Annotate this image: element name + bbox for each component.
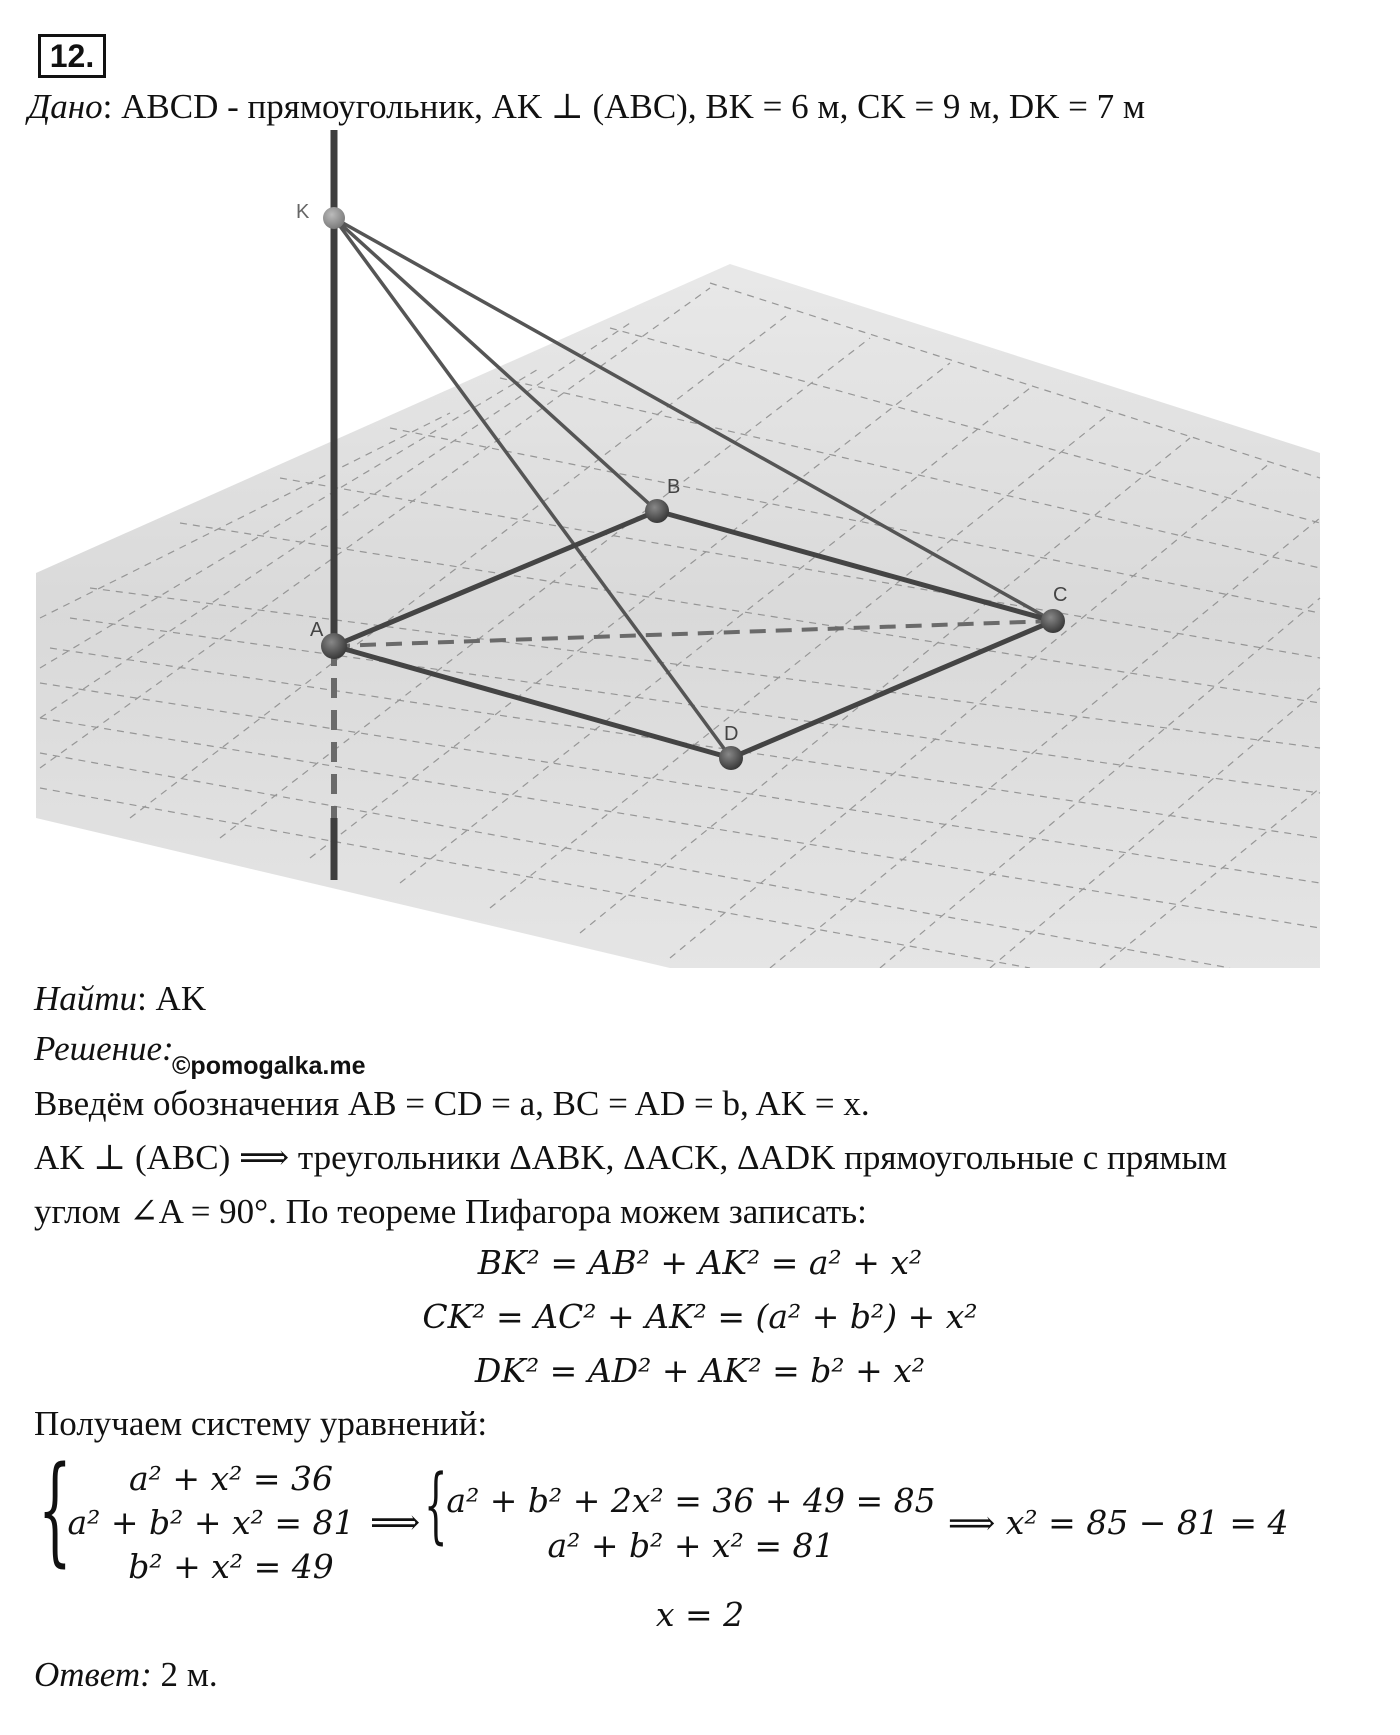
solution-label: Решение: bbox=[34, 1029, 174, 1068]
label-k: K bbox=[296, 201, 310, 223]
label-c: C bbox=[1053, 584, 1068, 606]
answer-value: 2 м. bbox=[151, 1655, 218, 1694]
problem-number: 12. bbox=[38, 34, 106, 78]
perp-line-1: AK ⊥ (ABC) ⟹ треугольники ΔABK, ΔACK, ΔADK прямоугольные с прямым bbox=[34, 1138, 1228, 1177]
system-row-2: a² + b² + x² = 81 bbox=[67, 1503, 355, 1542]
given-line bbox=[28, 86, 1145, 128]
point-d bbox=[719, 746, 743, 770]
point-c bbox=[1041, 609, 1065, 633]
label-b: B bbox=[667, 476, 681, 498]
answer-line bbox=[34, 1654, 218, 1696]
point-a bbox=[321, 633, 347, 659]
notation-line: Введём обозначения AB = CD = a, BC = AD = b, AK = x. bbox=[34, 1084, 870, 1123]
system-brace-2: { bbox=[424, 1458, 448, 1553]
given-label: Дано bbox=[28, 87, 103, 126]
point-k bbox=[323, 207, 345, 229]
implies-arrow-1: ⟹ bbox=[370, 1503, 421, 1542]
x-value: x = 2 bbox=[655, 1595, 745, 1634]
find-label: Найти bbox=[34, 979, 138, 1018]
equation-ck: CK² = AC² + AK² = (a² + b²) + x² bbox=[422, 1297, 978, 1336]
system-intro: Получаем систему уравнений: bbox=[34, 1404, 488, 1443]
base-plane bbox=[36, 264, 1320, 968]
label-a: A bbox=[310, 619, 324, 641]
system-row-3: b² + x² = 49 bbox=[128, 1547, 334, 1586]
watermark: ©pomogalka.me bbox=[172, 1052, 366, 1080]
equation-bk: BK² = AB² + AK² = a² + x² bbox=[477, 1243, 923, 1282]
label-d: D bbox=[724, 723, 739, 745]
given-statement: : ABCD - прямоугольник, AK ⊥ (ABC), BK = 6 м, CK = 9 м, DK = 7 м bbox=[102, 87, 1146, 126]
perp-line-2: углом ∠A = 90°. По теореме Пифагора можем записать: bbox=[34, 1192, 867, 1231]
find-line bbox=[34, 978, 206, 1020]
system-row-1: a² + x² = 36 bbox=[129, 1459, 333, 1498]
system2-row-2: a² + b² + x² = 81 bbox=[547, 1526, 835, 1565]
equation-dk: DK² = AD² + AK² = b² + x² bbox=[474, 1351, 926, 1390]
system-result: ⟹ x² = 85 − 81 = 4 bbox=[948, 1503, 1289, 1542]
system2-row-1: a² + b² + 2x² = 36 + 49 = 85 bbox=[446, 1481, 936, 1520]
answer-label: Ответ: bbox=[34, 1655, 152, 1694]
system-brace-1: { bbox=[38, 1440, 72, 1578]
point-b bbox=[645, 499, 669, 523]
find-value: : AK bbox=[137, 979, 207, 1018]
pyramid-figure bbox=[30, 128, 1370, 968]
